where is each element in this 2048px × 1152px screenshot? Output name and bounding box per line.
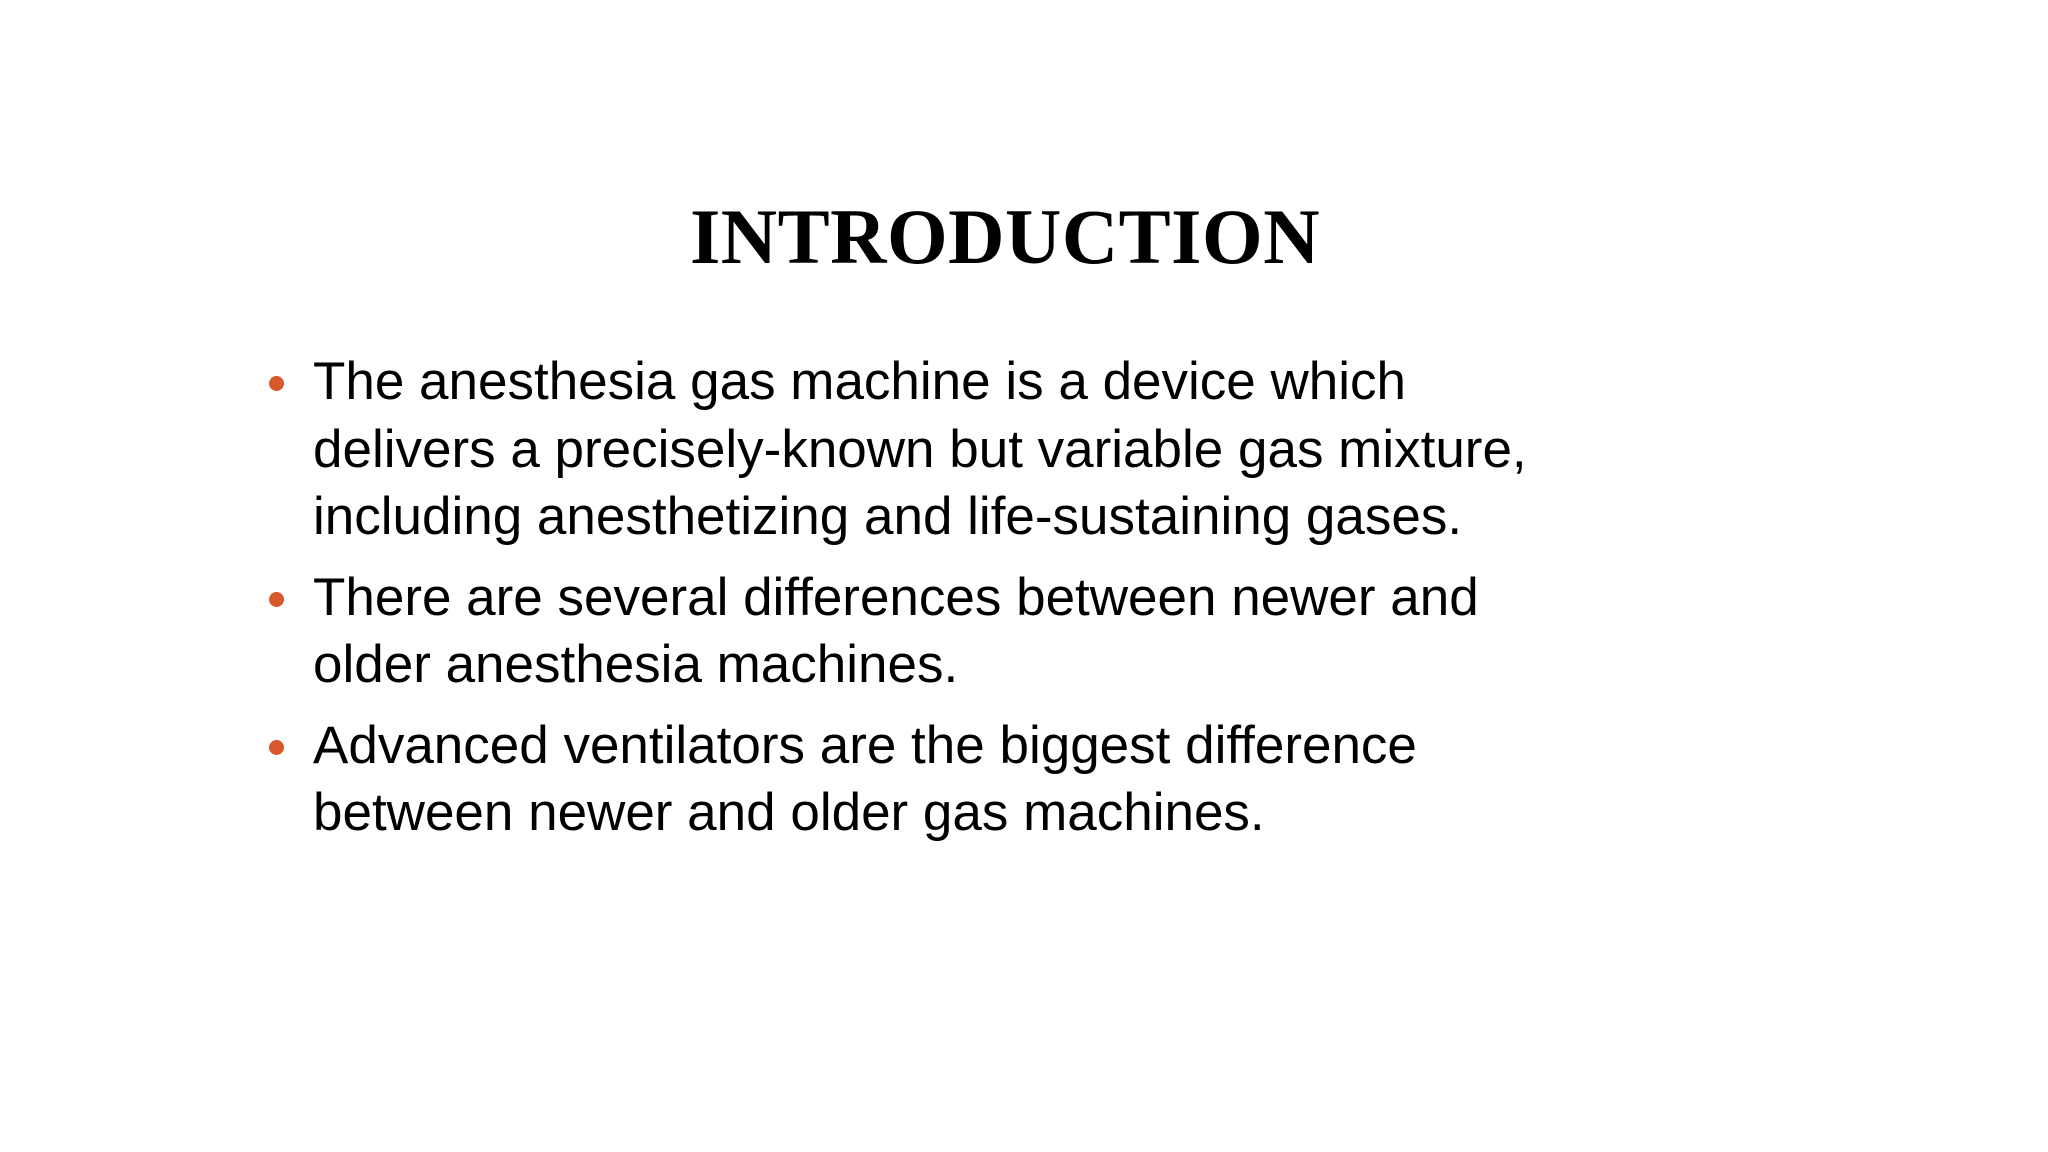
bullet-dot-icon [269, 376, 284, 391]
bullet-item [313, 564, 1573, 699]
bullet-item [313, 712, 1573, 847]
bullet-item [313, 348, 1573, 551]
bullet-dot-icon [269, 592, 284, 607]
bullet-text: Advanced ventilators are the biggest difference between newer and older gas machines. [313, 715, 1417, 842]
bullet-dot-icon [269, 740, 284, 755]
slide-title: INTRODUCTION [689, 193, 1321, 280]
bullet-text: The anesthesia gas machine is a device which delivers a precisely-known but variable gas mixture, including anesthetizing and life-sustaining gases. [313, 352, 1527, 546]
bullet-text: There are several differences between newer and older anesthesia machines. [313, 567, 1479, 694]
bullet-list [313, 348, 1573, 860]
